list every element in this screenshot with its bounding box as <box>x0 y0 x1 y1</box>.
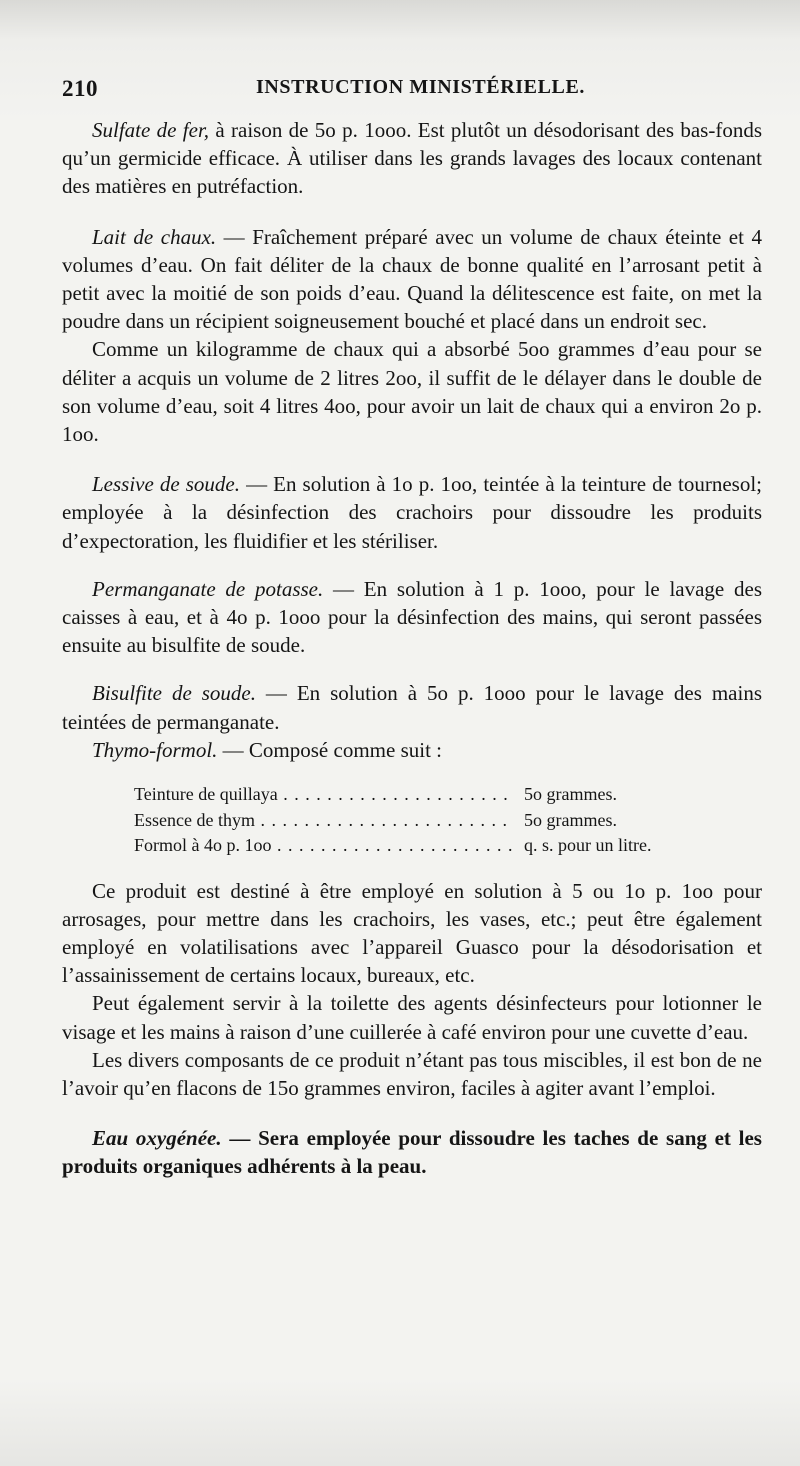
paragraph-lait-de-chaux <box>62 223 762 336</box>
text-lessive-de-soude: — En solution à 1o p. 1oo, teintée à la teinture de tournesol; employée à la désinfection des crachoirs pour dissoudre les produits d’expectoration, les fluidifier et les stériliser. <box>62 472 763 553</box>
running-title: INSTRUCTION MINISTÉRIELLE. <box>256 76 586 98</box>
text-eau-oxygenee: — Sera employée pour dissoudre les taches de sang et les produits organiques adhérents à la peau. <box>62 1126 762 1179</box>
paragraph-bisulfite <box>62 679 762 735</box>
paragraph-thymo-usage: Ce produit est destiné à être employé en solution à 5 ou 1o p. 1oo pour arrosages, pour mettre dans les crachoirs, les vases, etc.; peut être également employé en volatilisations avec l’appareil Guasco pour la désodorisation et l’assainissement de certains locaux, bureaux, etc. <box>62 878 762 988</box>
formula-quantity: 5o grammes. <box>524 809 617 830</box>
formula-row <box>134 782 694 808</box>
paragraph-eau-oxygenee <box>62 1124 762 1180</box>
formula-quantity: 5o grammes. <box>524 784 617 805</box>
term-lessive-de-soude: Lessive de soude. <box>92 472 241 497</box>
text-permanganate: — En solution à 1 p. 1ooo, pour le lavage des caisses à eau, et à 4o p. 1ooo pour la désinfection des mains, qui seront passées ensuite au bisulfite de soude. <box>62 576 763 658</box>
text-lait-de-chaux: — Fraîchement préparé avec un volume de chaux éteinte et 4 volumes d’eau. On fait déliter de la chaux de bonne qualité en l’arrosant petit à petit avec la moitié de son poids d’eau. Quand la délitescence est faite, on met la poudre dans un récipient soigneusement bouché et placé dans un endroit sec. <box>62 224 762 334</box>
paragraph-thymo-toilette: Peut également servir à la toilette des agents désinfecteurs pour lotionner le visage et les mains à raison d’une cuillerée à café environ pour une cuvette d’eau. <box>62 991 762 1044</box>
formula-quantity: q. s. pour un litre. <box>524 835 652 856</box>
paragraph-lessive-de-soude <box>62 470 762 555</box>
term-bisulfite: Bisulfite de soude. <box>92 681 256 706</box>
formula-table <box>134 782 694 859</box>
text-sulfate-de-fer: à raison de 5o p. 1ooo. Est plutôt un désodorisant des bas-fonds qu’un germicide efficace. À utiliser dans les grands lavages des locaux contenant des matières en putréfaction. <box>62 118 762 199</box>
paragraph-thymo-flacons: Les divers composants de ce produit n’étant pas tous miscibles, il est bon de ne l’avoir qu’en flacons de 15o grammes environ, faciles à agiter avant l’emploi. <box>62 1047 762 1100</box>
term-permanganate: Permanganate de potasse. <box>92 576 324 601</box>
paragraph-thymo-formol <box>62 736 762 764</box>
page-header <box>62 70 762 104</box>
formula-component: Teinture de quillaya . . . <box>134 782 514 808</box>
paragraph-lait-de-chaux-2: Comme un kilogramme de chaux qui a absorbé 5oo grammes d’eau pour se déliter a acquis un volume de 2 litres 2oo, il suffit de le délayer dans le double de son volume d’eau, soit 4 litres 4oo, pour avoir un lait de chaux qui a environ 2o p. 1oo. <box>62 337 762 447</box>
paragraph-permanganate <box>62 575 762 660</box>
formula-component: Formol à 4o p. 1oo . . . <box>134 833 514 859</box>
term-lait-de-chaux: Lait de chaux. <box>92 224 217 249</box>
term-eau-oxygenee: Eau oxygénée. <box>92 1126 222 1151</box>
paragraph-sulfate-de-fer <box>62 116 762 201</box>
term-sulfate-de-fer: Sulfate de fer, <box>92 118 210 142</box>
term-thymo-formol: Thymo-formol. <box>92 737 218 762</box>
formula-component: Essence de thym . . . <box>134 808 514 834</box>
page-number: 210 <box>62 76 98 101</box>
formula-row <box>134 833 694 859</box>
formula-row <box>134 808 694 834</box>
text-thymo-formol: — Composé comme suit : <box>217 737 442 762</box>
text-bisulfite: — En solution à 5o p. 1ooo pour le lavage des mains teintées de permanganate. <box>62 681 762 734</box>
